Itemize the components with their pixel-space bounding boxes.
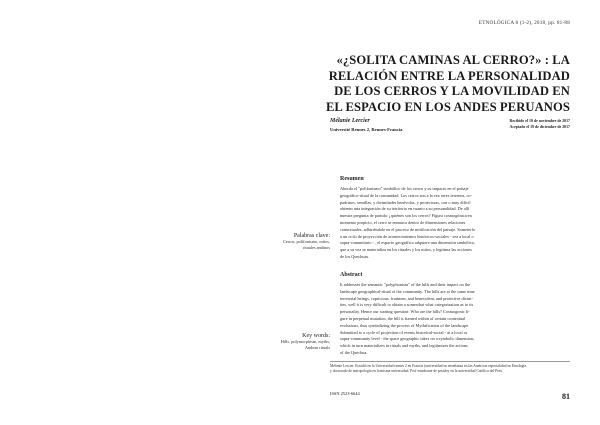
page-number: 81: [562, 392, 570, 401]
author-affiliation: Université Rennes 2, Rennes-Francia: [330, 127, 403, 132]
abstract-line: Submitted to a cycle of projection of events historical-social - at a local or: [340, 329, 468, 335]
resumen-heading: Resumen: [340, 176, 364, 182]
title-line: RELACIÓN ENTRE LA PERSONALIDAD: [328, 68, 570, 83]
footnote-line: Mélanie Lercier. Estudió en la Universidad rennes 2 en Francia (universidad en enseñanza en las Américas especialidad en Etnología,: [330, 364, 528, 368]
keywords-es-line: rituales andinos: [302, 245, 330, 250]
resumen-line: que a su vez se materializa en los rituales y los mitos, y legitima las acciones: [340, 247, 472, 253]
abstract-line: personality. Hence our starting question: Who are the hills? Cosmogonic fi-: [340, 309, 470, 315]
resumen-line: padrinos, semillas, y divinidades benévolas, y protectoras, con o muy difícil: [340, 199, 471, 205]
footnote-rule: [330, 361, 570, 362]
keywords-en-line: Hills, polymorphism, myths,: [280, 339, 330, 344]
abstract-line: landscape geographical-ritual of the community. The hills are at the same time: [340, 288, 475, 294]
article-dates: [510, 118, 570, 130]
resumen-line: momento propicio, el cerro se enmarca dentro de dimensiones relaciones: [340, 219, 466, 225]
abstract-line: which in turn materializes in rituals and myths, and legitimizes the actions: [340, 343, 468, 349]
abstract-heading: Abstract: [340, 272, 363, 278]
abstract-line: terrestrial beings, capricious, fruitmen, and benevolent, and protective divini-: [340, 295, 473, 301]
abstract-line: ties, well it is very difficult to obtain a somewhat what categorization as to its: [340, 302, 474, 308]
abstract-line: of the Quechua.: [340, 349, 368, 355]
resumen-line: obtener una integración de su territorio en cuanto a su personalidad. De allí: [340, 206, 470, 212]
resumen-line: nuestra pregunta de partida: ¿quiénes son los cerros? Figura cosmogónica en: [340, 213, 472, 219]
resumen-line: geográfico-ritual de la comunidad. Los cerros son a la vez seres terrenos, co-: [340, 192, 472, 198]
article-title: [310, 53, 570, 115]
resumen-line: de los Quechuas.: [340, 253, 370, 259]
resumen-line: supra-comunitario - , el espacio geográfico adquiere una dimensión simbólica,: [340, 240, 475, 246]
title-line: DE LOS CERROS Y LA MOVILIDAD EN: [334, 84, 570, 99]
resumen-body: [340, 186, 570, 261]
keywords-en-title: Key words:: [302, 333, 330, 339]
keywords-es-title: Palabras clave:: [293, 233, 330, 239]
abstract-line: It addresses the semantic "polyphonism" of the hills and their impact on the: [340, 282, 470, 287]
resumen-line: Aborda el "polifonismo" simbólico de los cerros y su impacto en el paisaje: [340, 186, 469, 191]
abstract-body: [340, 282, 570, 357]
abstract-line: gure in perpetual mutation, the hill is framed within of certain contextual: [340, 315, 466, 321]
abstract-line: evolutions, thus symbolizing the process of Mythification of the landscape.: [340, 322, 470, 328]
received-date: Recibido el 10 de noviembre de 2017: [509, 119, 570, 123]
keywords-es: [240, 233, 330, 251]
abstract-line: supra-community level - the space geographic takes on a symbolic dimension,: [340, 336, 475, 342]
journal-header: ETNOLÓGICA 8 (1-2), 2018, pp. 81-88: [478, 20, 570, 26]
accepted-date: Aceptado el 19 de diciembre de 2017: [509, 125, 570, 129]
keywords-en-line: Andean rituals: [304, 345, 330, 350]
footnote-line: y doctorado de antropología en la misma universidad. Prof estudiante de postdoy en la universidad Católica del Perú.: [330, 369, 503, 374]
resumen-line: contextuales, adhiriéndole en el proceso de mitificación del paisaje. Someterlo: [340, 226, 475, 232]
author-footnote: [330, 364, 570, 375]
title-line: «¿SOLITA CAMINAS AL CERRO?» : LA: [336, 53, 570, 67]
issn-number: ISSN 2523-6644: [330, 391, 360, 396]
resumen-line: a un ciclo de proyección de acontecimientos históricos-sociales - sea a local o: [340, 233, 474, 239]
keywords-es-line: Cerros, polifonismo, mitos,: [282, 239, 330, 244]
title-line: EL ESPACIO EN LOS ANDES PERUANOS: [325, 99, 570, 114]
keywords-en: [240, 333, 330, 351]
author-name: Mélanie Lercier: [330, 118, 370, 124]
